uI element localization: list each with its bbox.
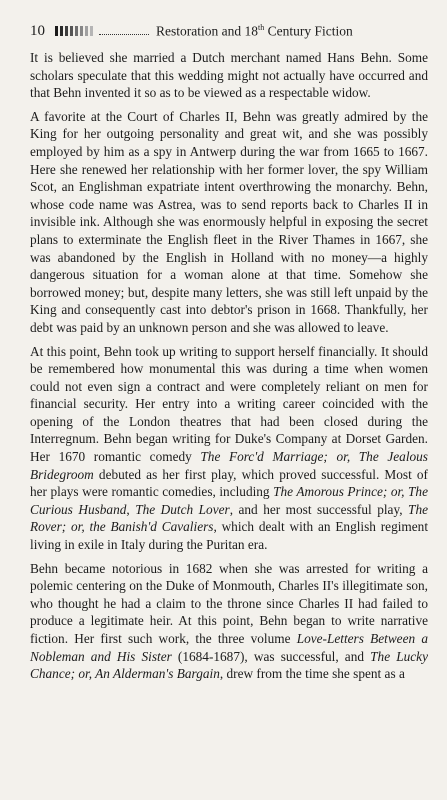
italic-title: The Lucky Chance; or, An Alderman's Bargain xyxy=(30,648,428,682)
body-paragraph xyxy=(30,49,428,102)
body-paragraph xyxy=(30,108,428,337)
italic-title: Love-Letters Between a Nobleman and His Sister xyxy=(30,631,428,664)
running-title-start: Restoration and 18 xyxy=(156,23,258,39)
italic-title: The Dutch Lover xyxy=(135,501,230,517)
text-run: , which dealt with an English regiment living in exile in Italy during the Puritan era. xyxy=(30,519,429,553)
body-paragraph xyxy=(30,343,428,554)
italic-title: The Forc'd Marriage; or, The Jealous Bridegroom xyxy=(30,449,428,482)
text-run: At this point, Behn took up writing to support herself financially. It should be remembered how monumental this was during a time when women could not even sign a contract and were completely reliant on men for financial security. Her entry into a writing career coincided with the opening of the London theatres that had been closed during the Interregnum. Behn began writing for Duke's Company at Dorset Garden. Her 1670 romantic comedy xyxy=(30,343,428,465)
ornament-bar xyxy=(70,26,73,36)
text-run: , xyxy=(126,501,136,517)
text-run: debuted as her first play, which proved successful. Most of her plays were romantic comedies, including xyxy=(30,466,428,500)
ornament-bar xyxy=(90,26,93,36)
italic-title: The Rover; or, the Banish'd Cavaliers xyxy=(30,501,428,535)
body-text xyxy=(30,49,428,683)
running-title-superscript: th xyxy=(257,23,265,32)
ornament-bar xyxy=(65,26,68,36)
page-number: 10 xyxy=(30,22,45,39)
text-run: Behn became notorious in 1682 when she was arrested for writing a polemic centering on the Duke of Monmouth, Charles II's illegitimate son, who thought he had a claim to the throne since Charles II had failed to produce a legitimate heir. At this point, Behn began to write narrative fiction. Her first such work, the three volume xyxy=(30,560,428,646)
text-run: (1684-1687), was successful, and xyxy=(171,648,371,664)
text-run: , and her most successful play, xyxy=(229,501,409,517)
header-ornament xyxy=(55,26,93,36)
ornament-bar xyxy=(60,26,63,36)
ornament-bar xyxy=(80,26,83,36)
body-paragraph xyxy=(30,560,428,683)
page-header xyxy=(30,20,428,42)
text-run: It is believed she married a Dutch merchant named Hans Behn. Some scholars speculate that this wedding might not actually have occurred and that Behn invented it so as to be viewed as a respectable widow. xyxy=(30,50,428,101)
text-run: A favorite at the Court of Charles II, Behn was greatly admired by the King for her outgoing personality and great wit, and she was possibly employed by him as a spy in Antwerp during the war from 1665 to 1667. Here she renewed her relationship with her former lover, the spy William Scot, an Englishman expatriate intent overthrowing the monarchy. Behn, whose code name was Astrea, was to send reports back to Charles II in invisible ink. Although she was enormously helpful in exposing the secret plans to exterminate the English fleet in the River Thames in 1667, she was abandoned by the English in Holland with no money—a highly dangerous situation for a woman alone at that time. Somehow she borrowed money; but, despite many letters, she was still left unpaid by the King and consequently cast into debtor's prison in 1668. Thankfully, her debt was paid by an unknown person and she was allowed to leave. xyxy=(30,108,428,335)
running-title xyxy=(156,24,353,38)
text-run: , drew from the time she spent as a xyxy=(219,666,405,682)
ornament-bar xyxy=(75,26,78,36)
italic-title: The Amorous Prince; or, The Curious Husband xyxy=(30,484,428,517)
dotted-leader xyxy=(99,34,149,35)
ornament-bar xyxy=(85,26,88,36)
ornament-bar xyxy=(55,26,58,36)
running-title-end: Century Fiction xyxy=(264,23,353,39)
